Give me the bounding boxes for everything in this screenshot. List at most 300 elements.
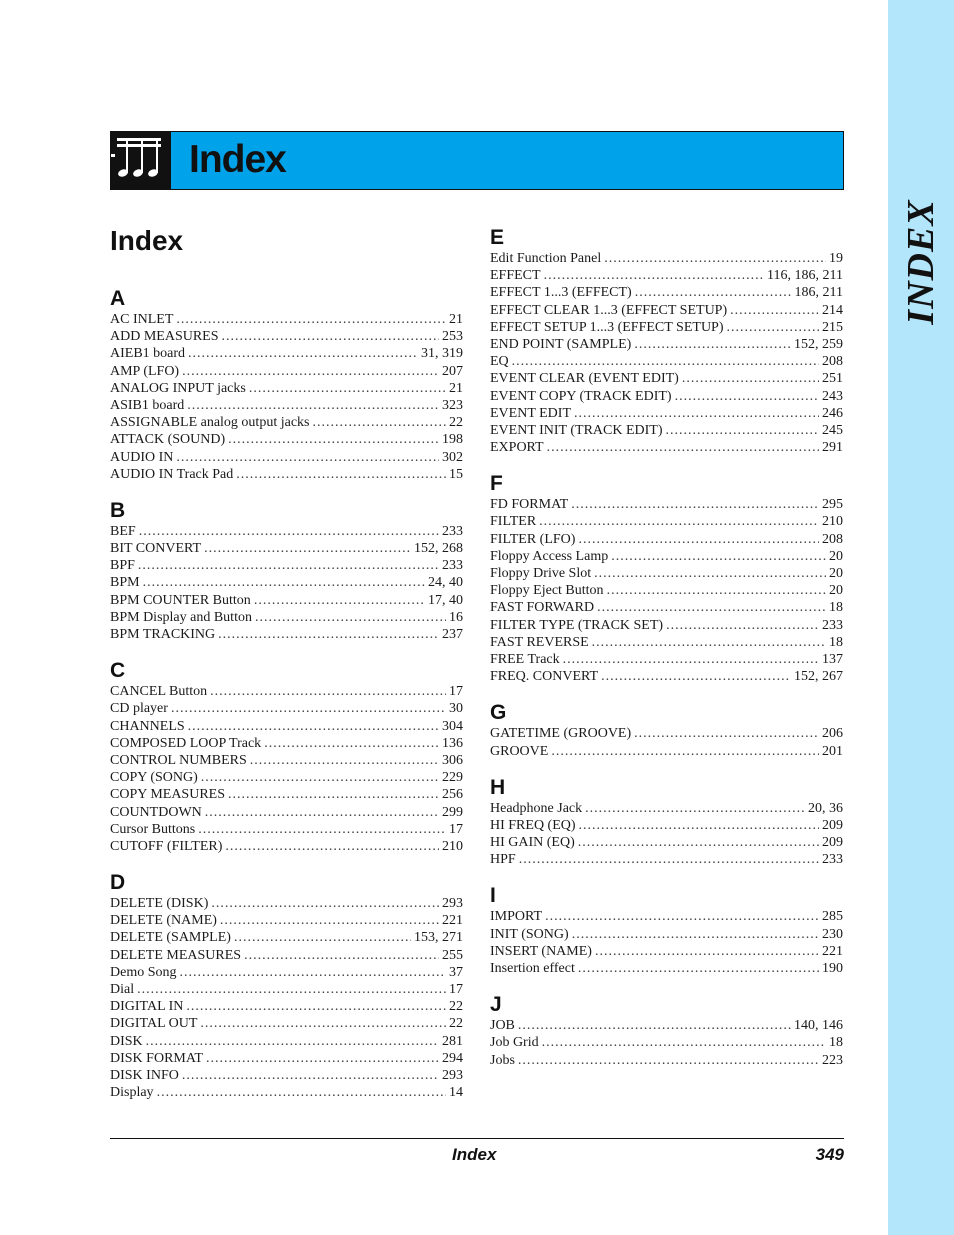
index-entry-pages: 293 — [442, 896, 463, 912]
index-entry-pages: 30 — [449, 701, 463, 717]
dot-leader — [228, 431, 439, 448]
index-entry-pages: 304 — [442, 718, 463, 734]
index-group — [490, 776, 843, 869]
dot-leader — [188, 718, 439, 735]
index-entry-label: FILTER — [490, 514, 537, 530]
dot-leader — [578, 960, 819, 977]
index-entry-label: DELETE MEASURES — [110, 947, 242, 963]
dot-leader — [512, 353, 819, 370]
index-entry-pages: 152, 268 — [414, 541, 463, 557]
index-entry-pages: 215 — [822, 319, 843, 335]
index-letter-heading: H — [490, 775, 506, 799]
index-entry-pages: 233 — [442, 558, 463, 574]
index-group — [110, 499, 463, 643]
index-entry-pages: 20, 36 — [808, 800, 843, 816]
index-entry-pages: 190 — [822, 961, 843, 976]
dot-leader — [228, 786, 439, 803]
index-entry-label: CD player — [110, 701, 168, 717]
index-entry-pages: 229 — [442, 770, 463, 786]
index-entry-pages: 19 — [829, 251, 843, 266]
dot-leader — [545, 908, 819, 925]
index-entry — [110, 804, 463, 821]
index-entry-pages: 15 — [449, 466, 463, 482]
dot-leader — [200, 1015, 446, 1032]
dot-leader — [218, 626, 439, 643]
index-entry — [110, 328, 463, 345]
index-entry-label: BPM Display and Button — [110, 609, 252, 625]
index-letter-heading: B — [110, 498, 126, 522]
index-entry-pages: 230 — [822, 926, 843, 942]
index-entry-pages: 152, 259 — [794, 336, 843, 352]
dot-leader — [139, 523, 439, 540]
index-entry — [490, 284, 843, 301]
index-entry-pages: 20 — [829, 583, 843, 599]
index-entry — [110, 574, 463, 591]
section-title: Index — [110, 225, 184, 256]
index-entry-label: Cursor Buttons — [110, 821, 196, 837]
index-entry-label: EVENT EDIT — [490, 405, 571, 421]
dot-leader — [607, 582, 826, 599]
dot-leader — [595, 943, 819, 960]
index-entry-pages: 20 — [829, 548, 843, 564]
index-group — [490, 701, 843, 759]
chapter-title: Index — [189, 138, 286, 181]
dot-leader — [730, 302, 819, 319]
index-entry-pages: 31, 319 — [421, 346, 463, 362]
index-entry-label: INIT (SONG) — [490, 926, 569, 942]
index-entry — [110, 838, 463, 855]
index-entry — [110, 609, 463, 626]
index-entry — [490, 388, 843, 405]
index-letter-heading: F — [490, 472, 503, 496]
index-entry-pages: 291 — [822, 440, 843, 456]
dot-leader — [611, 548, 826, 565]
index-entry-label: BIT CONVERT — [110, 541, 202, 557]
dot-leader — [539, 513, 819, 530]
footer-rule — [110, 1138, 844, 1139]
index-entry-label: JOB — [490, 1018, 515, 1034]
index-entry-pages: 18 — [829, 600, 843, 616]
index-letter-heading: A — [110, 287, 126, 310]
index-entry-label: Jobs — [490, 1052, 515, 1068]
index-entry-label: FILTER TYPE (TRACK SET) — [490, 617, 664, 633]
index-entry-label: COUNTDOWN — [110, 804, 202, 820]
index-entry-label: Floppy Drive Slot — [490, 566, 592, 581]
index-group — [110, 287, 463, 483]
index-entry-label: Display — [110, 1085, 154, 1101]
index-entry-label: DIGITAL IN — [110, 999, 184, 1015]
index-entry-label: FREQ. CONVERT — [490, 669, 599, 685]
index-column-left — [110, 287, 463, 1117]
dot-leader — [176, 311, 446, 328]
index-entry-pages: 285 — [822, 909, 843, 925]
index-letter-heading: D — [110, 871, 126, 895]
index-entry-label: FAST REVERSE — [490, 634, 589, 650]
index-entry — [110, 786, 463, 803]
index-group — [490, 472, 843, 685]
index-entry — [110, 449, 463, 466]
dot-leader — [250, 752, 439, 769]
dot-leader — [182, 363, 439, 380]
index-entry-pages: 116, 186, 211 — [767, 268, 843, 284]
index-entry-label: EVENT CLEAR (EVENT EDIT) — [490, 371, 679, 387]
index-entry-pages: 299 — [442, 804, 463, 820]
index-entry — [110, 311, 463, 328]
index-entry-label: Headphone Jack — [490, 800, 583, 816]
dot-leader — [542, 1034, 826, 1051]
index-entry — [490, 513, 843, 530]
index-entry-pages: 24, 40 — [428, 575, 463, 591]
index-entry — [490, 1052, 843, 1069]
index-entry — [490, 1017, 843, 1034]
index-entry — [110, 700, 463, 717]
index-entry — [110, 752, 463, 769]
index-entry-label: BPM TRACKING — [110, 627, 216, 642]
index-entry — [490, 1034, 843, 1051]
dot-leader — [206, 1050, 439, 1067]
index-entry-pages: 210 — [442, 838, 463, 854]
index-entry-pages: 214 — [822, 302, 843, 318]
index-entry-pages: 209 — [822, 835, 843, 851]
index-entry-label: HI GAIN (EQ) — [490, 835, 575, 851]
index-entry — [110, 1067, 463, 1084]
dot-leader — [244, 947, 439, 964]
index-entry — [110, 466, 463, 483]
index-entry-pages: 209 — [822, 817, 843, 833]
index-entry — [490, 548, 843, 565]
index-column-right — [490, 226, 843, 1085]
index-entry-label: DELETE (DISK) — [110, 896, 209, 912]
index-entry-label: DISK — [110, 1033, 143, 1049]
index-entry-pages: 140, 146 — [794, 1018, 843, 1034]
index-entry-label: AUDIO IN — [110, 449, 174, 465]
index-entry-label: END POINT (SAMPLE) — [490, 336, 632, 352]
index-entry — [110, 912, 463, 929]
index-entry — [490, 725, 843, 742]
index-entry-pages: 17 — [449, 982, 463, 997]
side-tab — [888, 0, 954, 1235]
music-notes-icon — [111, 132, 171, 189]
index-entry — [110, 540, 463, 557]
index-entry — [490, 336, 843, 353]
index-entry-pages: 22 — [449, 999, 463, 1015]
index-entry — [490, 634, 843, 651]
dot-leader — [146, 1033, 439, 1050]
index-entry-pages: 221 — [442, 913, 463, 929]
index-letter-heading: C — [110, 659, 126, 683]
index-entry-label: COPY MEASURES — [110, 787, 226, 803]
index-entry-pages: 208 — [822, 354, 843, 370]
dot-leader — [236, 466, 446, 483]
index-group — [110, 871, 463, 1101]
index-entry — [490, 370, 843, 387]
dot-leader — [225, 838, 439, 855]
index-entry-label: AUDIO IN Track Pad — [110, 466, 234, 482]
dot-leader — [201, 769, 439, 786]
index-entry — [110, 964, 463, 981]
dot-leader — [518, 1017, 791, 1034]
index-entry-label: INSERT (NAME) — [490, 943, 592, 959]
index-entry-pages: 246 — [822, 405, 843, 421]
index-entry-pages: 17 — [449, 821, 463, 837]
dot-leader — [157, 1084, 446, 1101]
index-entry-label: DIGITAL OUT — [110, 1016, 198, 1032]
dot-leader — [182, 1067, 439, 1084]
index-entry — [110, 718, 463, 735]
index-entry — [490, 800, 843, 817]
index-entry-label: Edit Function Panel — [490, 251, 602, 266]
dot-leader — [634, 336, 791, 353]
index-entry-pages: 137 — [822, 651, 843, 667]
index-entry — [490, 565, 843, 582]
dot-leader — [666, 617, 819, 634]
index-entry — [490, 617, 843, 634]
index-entry-pages: 221 — [822, 943, 843, 959]
index-entry-pages: 186, 211 — [794, 285, 843, 301]
dot-leader — [222, 328, 439, 345]
dot-leader — [727, 319, 819, 336]
index-entry-pages: 237 — [442, 627, 463, 642]
dot-leader — [682, 370, 819, 387]
dot-leader — [551, 743, 819, 760]
dot-leader — [137, 981, 446, 998]
index-entry-label: BPF — [110, 558, 135, 574]
index-entry — [110, 769, 463, 786]
index-entry-label: Job Grid — [490, 1035, 539, 1051]
side-tab-label: INDEX — [900, 199, 942, 325]
index-entry — [490, 926, 843, 943]
index-entry-label: ASIB1 board — [110, 397, 185, 413]
index-entry-label: DELETE (SAMPLE) — [110, 930, 231, 946]
index-entry — [110, 895, 463, 912]
dot-leader — [186, 998, 446, 1015]
dot-leader — [518, 1052, 819, 1069]
index-entry — [110, 523, 463, 540]
dot-leader — [519, 851, 819, 868]
index-entry — [110, 998, 463, 1015]
index-entry — [490, 250, 843, 267]
dot-leader — [585, 800, 805, 817]
index-entry-pages: 136 — [442, 735, 463, 751]
index-entry — [110, 1015, 463, 1032]
dot-leader — [254, 592, 425, 609]
index-entry-pages: 302 — [442, 449, 463, 465]
index-letter-heading: J — [490, 993, 502, 1017]
index-group — [490, 226, 843, 456]
index-entry-label: EVENT COPY (TRACK EDIT) — [490, 388, 672, 404]
index-entry-pages: 323 — [442, 397, 463, 413]
index-entry-label: GATETIME (GROOVE) — [490, 726, 632, 742]
index-entry-label: EVENT INIT (TRACK EDIT) — [490, 422, 663, 438]
index-entry — [490, 599, 843, 616]
index-entry — [490, 582, 843, 599]
index-entry — [110, 735, 463, 752]
index-entry — [490, 743, 843, 760]
index-entry-pages: 206 — [822, 726, 843, 742]
index-entry-pages: 37 — [449, 964, 463, 980]
index-entry-label: COPY (SONG) — [110, 770, 198, 786]
index-entry — [490, 422, 843, 439]
index-entry-pages: 21 — [449, 312, 463, 327]
index-entry-label: EQ — [490, 354, 509, 370]
index-entry-label: HI FREQ (EQ) — [490, 817, 576, 833]
index-entry — [110, 414, 463, 431]
index-entry-pages: 14 — [449, 1085, 463, 1101]
index-entry-pages: 201 — [822, 743, 843, 759]
index-entry-label: FD FORMAT — [490, 497, 569, 513]
index-entry-label: AMP (LFO) — [110, 363, 180, 379]
dot-leader — [666, 422, 819, 439]
dot-leader — [176, 449, 439, 466]
index-group — [110, 659, 463, 855]
index-entry-pages: 210 — [822, 514, 843, 530]
index-entry-pages: 22 — [449, 415, 463, 431]
index-entry — [490, 817, 843, 834]
index-entry-label: Floppy Access Lamp — [490, 548, 609, 564]
dot-leader — [574, 405, 819, 422]
index-entry — [110, 380, 463, 397]
index-entry-label: CUTOFF (FILTER) — [110, 838, 223, 854]
index-entry — [110, 626, 463, 643]
index-entry-label: ASSIGNABLE analog output jacks — [110, 415, 310, 431]
index-entry-pages: 253 — [442, 329, 463, 345]
dot-leader — [563, 651, 819, 668]
index-entry-label: Demo Song — [110, 964, 177, 980]
dot-leader — [601, 668, 791, 685]
index-group — [490, 884, 843, 977]
index-entry-label: GROOVE — [490, 743, 549, 759]
index-entry-pages: 152, 267 — [794, 669, 843, 685]
index-entry-label: ANALOG INPUT jacks — [110, 380, 246, 396]
index-entry-pages: 256 — [442, 787, 463, 803]
dot-leader — [264, 735, 439, 752]
index-entry — [490, 851, 843, 868]
index-entry-pages: 243 — [822, 388, 843, 404]
index-entry-pages: 207 — [442, 363, 463, 379]
dot-leader — [234, 929, 411, 946]
index-entry-label: FAST FORWARD — [490, 600, 595, 616]
index-entry-pages: 223 — [822, 1052, 843, 1068]
index-entry-pages: 198 — [442, 432, 463, 448]
index-entry-label: EXPORT — [490, 440, 544, 456]
dot-leader — [675, 388, 819, 405]
dot-leader — [634, 725, 819, 742]
dot-leader — [138, 557, 439, 574]
dot-leader — [544, 267, 764, 284]
index-entry-label: DISK FORMAT — [110, 1050, 203, 1066]
index-entry — [490, 943, 843, 960]
index-entry — [490, 531, 843, 548]
index-entry-pages: 245 — [822, 422, 843, 438]
index-entry — [110, 557, 463, 574]
index-entry — [490, 668, 843, 685]
index-entry-pages: 208 — [822, 531, 843, 547]
index-entry — [110, 929, 463, 946]
index-entry-label: BPM COUNTER Button — [110, 592, 251, 608]
index-entry-pages: 293 — [442, 1067, 463, 1083]
dot-leader — [578, 834, 819, 851]
index-entry-label: IMPORT — [490, 909, 543, 925]
index-entry-label: FILTER (LFO) — [490, 531, 576, 547]
index-letter-heading: I — [490, 884, 496, 908]
index-entry-label: COMPOSED LOOP Track — [110, 735, 262, 751]
index-entry — [490, 834, 843, 851]
index-entry-pages: 17 — [449, 684, 463, 700]
index-entry-label: EFFECT CLEAR 1...3 (EFFECT SETUP) — [490, 302, 728, 318]
dot-leader — [597, 599, 826, 616]
index-entry-label: EFFECT SETUP 1...3 (EFFECT SETUP) — [490, 319, 724, 335]
dot-leader — [180, 964, 447, 981]
index-entry-label: EFFECT — [490, 268, 541, 284]
dot-leader — [210, 683, 446, 700]
chapter-header — [110, 131, 844, 190]
dot-leader — [198, 821, 446, 838]
index-entry-label: ADD MEASURES — [110, 329, 219, 345]
index-entry-label: ATTACK (SOUND) — [110, 432, 226, 448]
dot-leader — [604, 250, 826, 267]
index-entry — [110, 363, 463, 380]
index-entry-pages: 295 — [822, 497, 843, 513]
index-letter-heading: E — [490, 226, 505, 249]
index-entry-label: CONTROL NUMBERS — [110, 752, 247, 768]
index-entry — [490, 302, 843, 319]
index-entry — [490, 908, 843, 925]
index-letter-heading: G — [490, 701, 507, 725]
index-entry — [490, 405, 843, 422]
index-entry-pages: 153, 271 — [414, 930, 463, 946]
index-entry-label: Dial — [110, 982, 135, 997]
index-entry — [110, 947, 463, 964]
index-entry — [490, 496, 843, 513]
index-entry-label: AIEB1 board — [110, 346, 186, 362]
index-entry-label: EFFECT 1...3 (EFFECT) — [490, 285, 632, 301]
dot-leader — [204, 540, 411, 557]
index-entry — [110, 431, 463, 448]
dot-leader — [579, 817, 819, 834]
dot-leader — [592, 634, 826, 651]
index-entry-label: FREE Track — [490, 651, 560, 667]
index-entry — [110, 1033, 463, 1050]
index-entry-pages: 281 — [442, 1033, 463, 1049]
index-entry-label: AC INLET — [110, 312, 174, 327]
index-entry — [490, 960, 843, 977]
index-entry — [490, 439, 843, 456]
index-entry-label: Insertion effect — [490, 961, 575, 976]
index-entry — [490, 319, 843, 336]
index-entry-pages: 306 — [442, 752, 463, 768]
dot-leader — [205, 804, 439, 821]
index-entry — [490, 651, 843, 668]
index-entry-pages: 18 — [829, 634, 843, 650]
dot-leader — [572, 926, 819, 943]
index-entry — [110, 683, 463, 700]
index-entry — [110, 1050, 463, 1067]
index-entry-pages: 16 — [449, 609, 463, 625]
index-entry-pages: 233 — [822, 852, 843, 868]
index-entry-label: CHANNELS — [110, 718, 185, 734]
page-number: 349 — [815, 1145, 844, 1164]
index-entry — [110, 592, 463, 609]
index-entry-pages: 233 — [442, 523, 463, 539]
index-entry-label: DISK INFO — [110, 1067, 179, 1083]
index-entry-pages: 294 — [442, 1050, 463, 1066]
dot-leader — [171, 700, 446, 717]
index-entry — [110, 1084, 463, 1101]
index-entry-pages: 251 — [822, 371, 843, 387]
dot-leader — [220, 912, 439, 929]
dot-leader — [594, 565, 826, 582]
index-entry-label: BPM — [110, 575, 140, 591]
